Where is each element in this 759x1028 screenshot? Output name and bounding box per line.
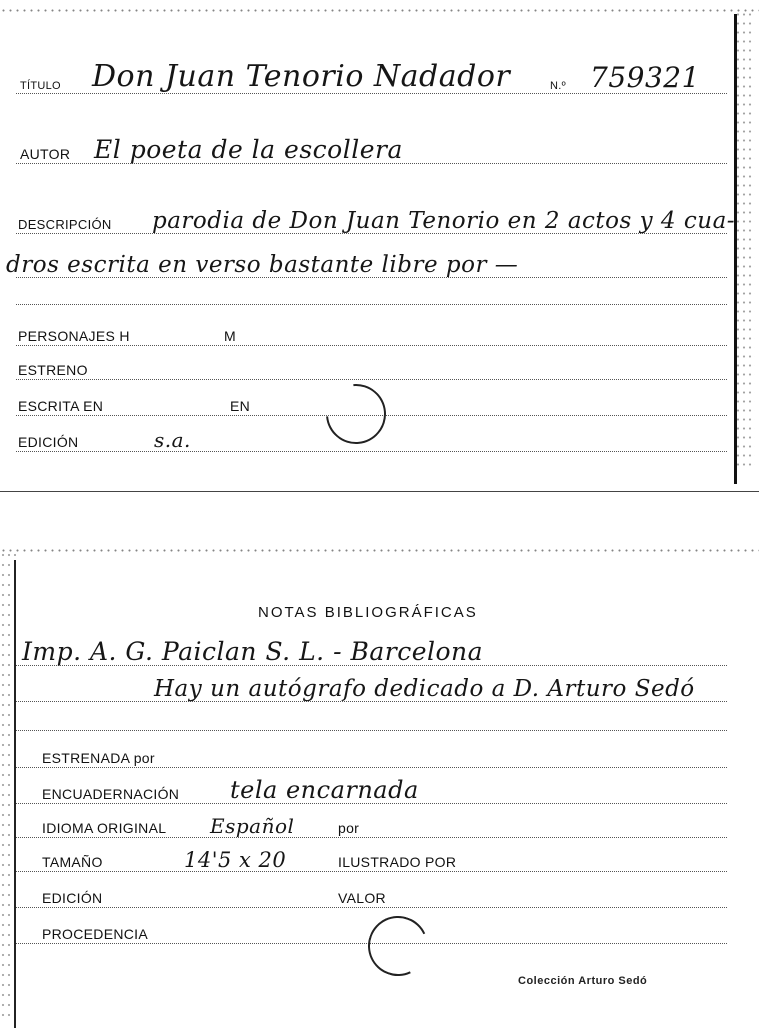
blank-line bbox=[16, 730, 727, 731]
ilustrado-label: ILUSTRADO POR bbox=[338, 854, 457, 870]
note-line-1: Imp. A. G. Paiclan S. L. - Barcelona bbox=[22, 637, 484, 666]
autor-value: El poeta de la escollera bbox=[94, 135, 403, 164]
estreno-label: ESTRENO bbox=[18, 362, 88, 378]
personajes-label: PERSONAJES H bbox=[18, 328, 130, 344]
note-row-2 bbox=[16, 674, 727, 702]
catalog-card-top bbox=[0, 0, 759, 492]
note-row-1 bbox=[16, 638, 727, 666]
personajes-row bbox=[16, 318, 727, 346]
scan-edge-top bbox=[0, 8, 759, 14]
edicion-label-bottom: EDICIÓN bbox=[42, 890, 103, 906]
scan-edge-top bbox=[0, 548, 759, 554]
idioma-row bbox=[16, 810, 727, 838]
card-border-right bbox=[734, 14, 737, 484]
descripcion-row-2 bbox=[6, 250, 727, 278]
tamano-value: 14'5 x 20 bbox=[184, 848, 287, 872]
edicion-row-bottom bbox=[16, 880, 727, 908]
valor-label: VALOR bbox=[338, 890, 386, 906]
tamano-label: TAMAÑO bbox=[42, 854, 103, 870]
titulo-value: Don Juan Tenorio Nadador bbox=[92, 59, 511, 94]
descripcion-line1: parodia de Don Juan Tenorio en 2 actos y 4 cua- bbox=[152, 208, 736, 234]
descripcion-line2: dros escrita en verso bastante libre por — bbox=[6, 252, 519, 278]
scan-edge-right bbox=[735, 10, 755, 472]
idioma-label: IDIOMA ORIGINAL bbox=[42, 820, 167, 836]
encuadernacion-label: ENCUADERNACIÓN bbox=[42, 786, 180, 802]
titulo-label: TÍTULO bbox=[20, 80, 61, 92]
estrenada-row bbox=[16, 740, 727, 768]
titulo-row bbox=[16, 59, 727, 94]
procedencia-label: PROCEDENCIA bbox=[42, 926, 148, 942]
edicion-value: s.a. bbox=[154, 428, 191, 452]
encuadernacion-row bbox=[16, 776, 727, 804]
tamano-row bbox=[16, 844, 727, 872]
descripcion-row bbox=[16, 206, 736, 234]
autor-row bbox=[16, 136, 727, 164]
estreno-row bbox=[16, 352, 727, 380]
coleccion-footer: Colección Arturo Sedó bbox=[518, 975, 648, 987]
blank-line bbox=[16, 304, 727, 305]
card-bottom-edge bbox=[0, 491, 759, 492]
idioma-por-label: por bbox=[338, 820, 360, 836]
descripcion-label: DESCRIPCIÓN bbox=[18, 217, 112, 232]
escrita-label: ESCRITA EN bbox=[18, 398, 104, 414]
escrita-en-label: EN bbox=[230, 398, 251, 414]
notas-heading: NOTAS BIBLIOGRÁFICAS bbox=[258, 604, 478, 621]
personajes-m-label: M bbox=[224, 328, 236, 344]
encuadernacion-value: tela encarnada bbox=[230, 776, 419, 804]
estrenada-label: ESTRENADA por bbox=[42, 750, 155, 766]
idioma-value: Español bbox=[210, 814, 295, 838]
numero-label: N.º bbox=[550, 80, 566, 92]
edicion-label: EDICIÓN bbox=[18, 434, 79, 450]
autor-label: AUTOR bbox=[20, 146, 71, 162]
note-line-2: Hay un autógrafo dedicado a D. Arturo Sedó bbox=[154, 676, 695, 702]
numero-value: 759321 bbox=[590, 61, 700, 94]
